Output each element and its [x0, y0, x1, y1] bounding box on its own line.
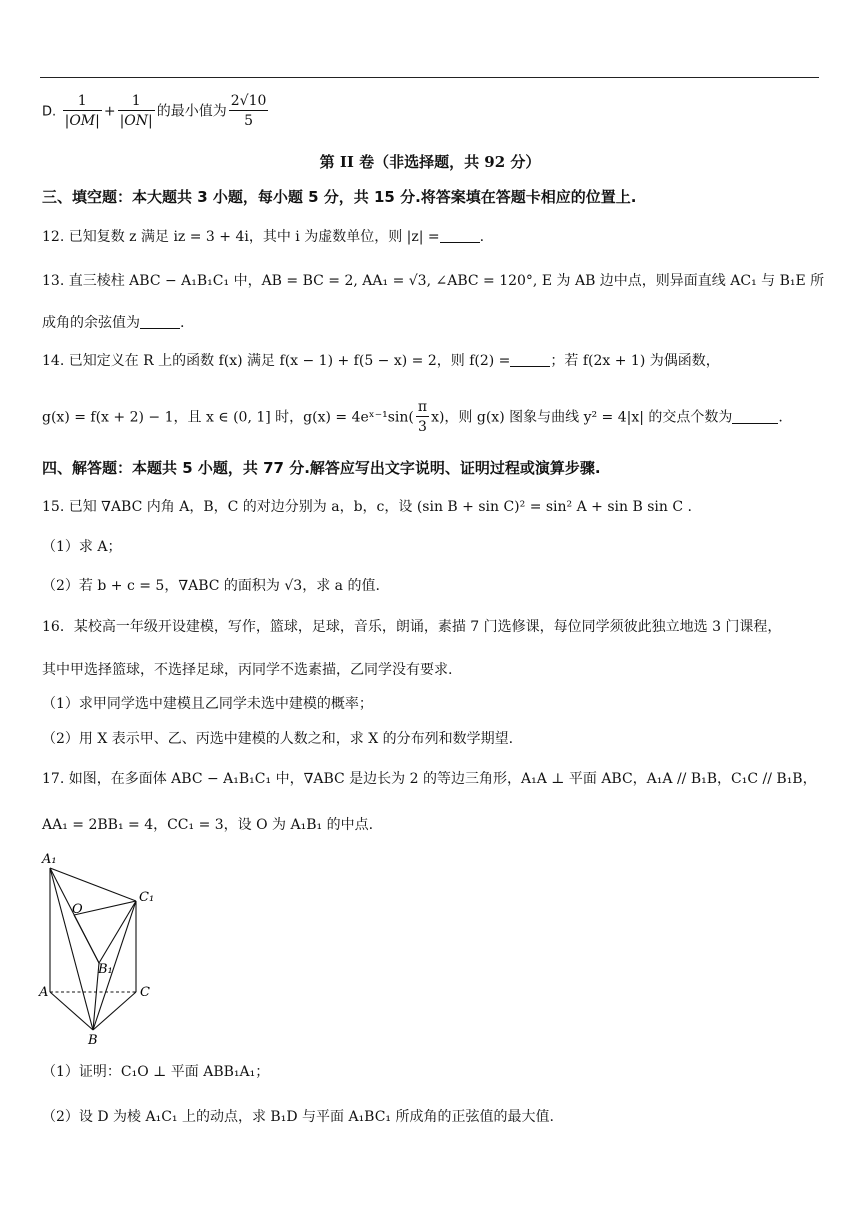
label-a1: A₁	[42, 852, 57, 867]
question-16-line2: 其中甲选择篮球，不选择足球，丙同学不选素描，乙同学没有要求.	[42, 662, 453, 678]
answer-blank	[140, 314, 180, 329]
label-o: O	[72, 902, 83, 917]
question-17-part2: （2）设 D 为棱 A₁C₁ 上的动点，求 B₁D 与平面 A₁BC₁ 所成角的正弦值的最大值.	[42, 1109, 554, 1125]
question-15-part2: （2）若 b + c = 5，∇ABC 的面积为 √3，求 a 的值.	[42, 578, 380, 594]
question-16-line1: 16．某校高一年级开设建模，写作，篮球，足球，音乐，朗诵，素描 7 门选修课，每位同学须彼此独立地选 3 门课程，	[42, 619, 782, 635]
label-c: C	[140, 985, 150, 1000]
section4-heading: 四、解答题：本题共 5 小题，共 77 分.解答应写出文字说明、证明过程或演算步骤.	[42, 459, 601, 477]
question-15-part1: （1）求 A；	[42, 539, 122, 555]
question-14-line1: 14. 已知定义在 R 上的函数 f(x) 满足 f(x − 1) + f(5 − x) = 2，则 f(2) = ；若 f(2x + 1) 为偶函数，	[42, 353, 720, 369]
question-13-line1: 13. 直三棱柱 ABC − A₁B₁C₁ 中，AB = BC = 2, AA₁ = √3, ∠ABC = 120°, E 为 AB 边中点，则异面直线 AC₁ 与 B₁E 所	[42, 273, 825, 289]
question-17-part1: （1）证明：C₁O ⊥ 平面 ABB₁A₁；	[42, 1064, 270, 1080]
fraction-on: $\frac{1}{|ON|}$	[119, 93, 153, 129]
header-rule	[40, 77, 819, 78]
question-16-part1: （1）求甲同学选中建模且乙同学未选中建模的概率；	[42, 696, 373, 712]
option-d-label: D.	[42, 104, 57, 120]
label-b1: B₁	[98, 962, 113, 977]
label-c1: C₁	[139, 890, 155, 905]
question-17-line1: 17. 如图，在多面体 ABC − A₁B₁C₁ 中，∇ABC 是边长为 2 的等边三角形，A₁A ⊥ 平面 ABC，A₁A // B₁B，C₁C // B₁B，	[42, 771, 817, 787]
answer-blank	[732, 409, 778, 424]
question-15: 15. 已知 ∇ABC 内角 A，B，C 的对边分别为 a，b，c，设 (sin B + sin C)² = sin² A + sin B sin C .	[42, 499, 692, 515]
question-14-line2: g(x) = f(x + 2) − 1，且 x ∈ (0, 1] 时，g(x) = 4eˣ⁻¹sin( $\frac{\pi}{3}$ x)，则 g(x) 图象与曲线 y² = 4|x| 的交点个数为 .	[42, 399, 783, 435]
option-d-text: 的最小值为	[156, 103, 227, 120]
fraction-min-value: $\frac{2√10}{5}$	[230, 93, 267, 129]
part2-title: 第 II 卷（非选择题，共 92 分）	[319, 153, 541, 171]
question-17-line2: AA₁ = 2BB₁ = 4，CC₁ = 3，设 O 为 A₁B₁ 的中点.	[42, 817, 374, 833]
option-d	[42, 92, 270, 131]
answer-blank	[510, 352, 550, 367]
label-b: B	[88, 1033, 98, 1048]
polyhedron-figure	[30, 843, 170, 1053]
fraction-pi-3: $\frac{\pi}{3}$	[417, 399, 428, 435]
fraction-om: $\frac{1}{|OM|}$	[64, 93, 100, 129]
label-a: A	[39, 985, 49, 1000]
answer-blank	[440, 228, 480, 243]
section3-heading: 三、填空题：本大题共 3 小题，每小题 5 分，共 15 分.将答案填在答题卡相应的位置上.	[42, 188, 637, 206]
question-12: 12. 已知复数 z 满足 iz = 3 + 4i，其中 i 为虚数单位，则 |z| = .	[42, 229, 485, 245]
question-16-part2: （2）用 X 表示甲、乙、丙选中建模的人数之和，求 X 的分布列和数学期望.	[42, 731, 514, 747]
question-13-line2: 成角的余弦值为 .	[42, 315, 185, 331]
plus-sign: +	[103, 103, 116, 120]
